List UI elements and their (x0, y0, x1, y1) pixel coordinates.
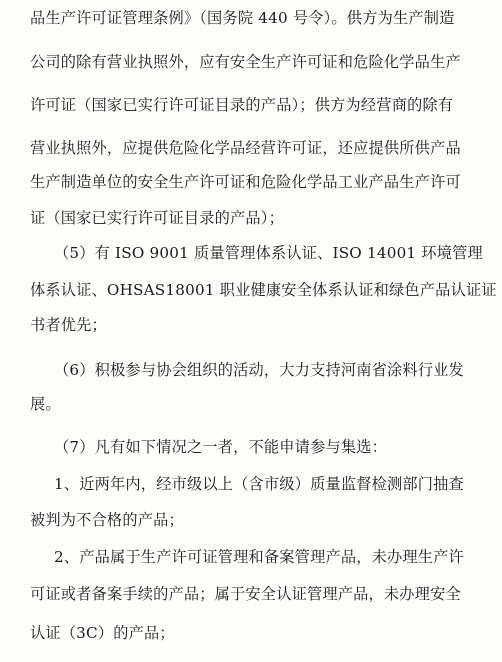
sub-item-2-line-3: 认证（3C）的产品； (30, 624, 175, 642)
sub-item-2-line-2: 可证或者备案手续的产品；属于安全认证管理产品，未办理安全 (30, 585, 461, 603)
body-line-1: 品生产许可证管理条例》（国务院 440 号令）。供方为生产制造 (30, 9, 455, 27)
body-line-2: 公司的除有营业执照外，应有安全生产许可证和危险化学品生产 (30, 53, 461, 71)
list-item-5-line-1: （5）有 ISO 9001 质量管理体系认证、ISO 14001 环境管理 (54, 244, 483, 262)
list-item-6-line-2: 展。 (30, 395, 61, 413)
list-item-5-line-2: 体系认证、OHSAS18001 职业健康安全体系认证和绿色产品认证证 (30, 281, 497, 299)
list-item-5-line-3: 书者优先； (30, 316, 107, 334)
body-line-5: 生产制造单位的安全生产许可证和危险化学品工业产品生产许可 (30, 173, 461, 191)
sub-item-1-line-1: 1、近两年内，经市级以上（含市级）质量监督检测部门抽查 (54, 475, 464, 493)
body-line-3: 许可证（国家已实行许可证目录的产品）；供方为经营商的除有 (30, 96, 454, 114)
sub-item-2-line-1: 2、产品属于生产许可证管理和备案管理产品，未办理生产许 (54, 548, 464, 566)
body-line-4: 营业执照外，应提供危险化学品经营许可证，还应提供所供产品 (30, 139, 461, 157)
list-item-7-line-1: （7）凡有如下情况之一者，不能申请参与集选： (54, 438, 388, 456)
sub-item-1-line-2: 被判为不合格的产品； (30, 511, 184, 529)
list-item-6-line-1: （6）积极参与协会组织的活动，大力支持河南省涂料行业发 (54, 361, 464, 379)
body-line-6: 证（国家已实行许可证目录的产品）； (30, 209, 284, 227)
